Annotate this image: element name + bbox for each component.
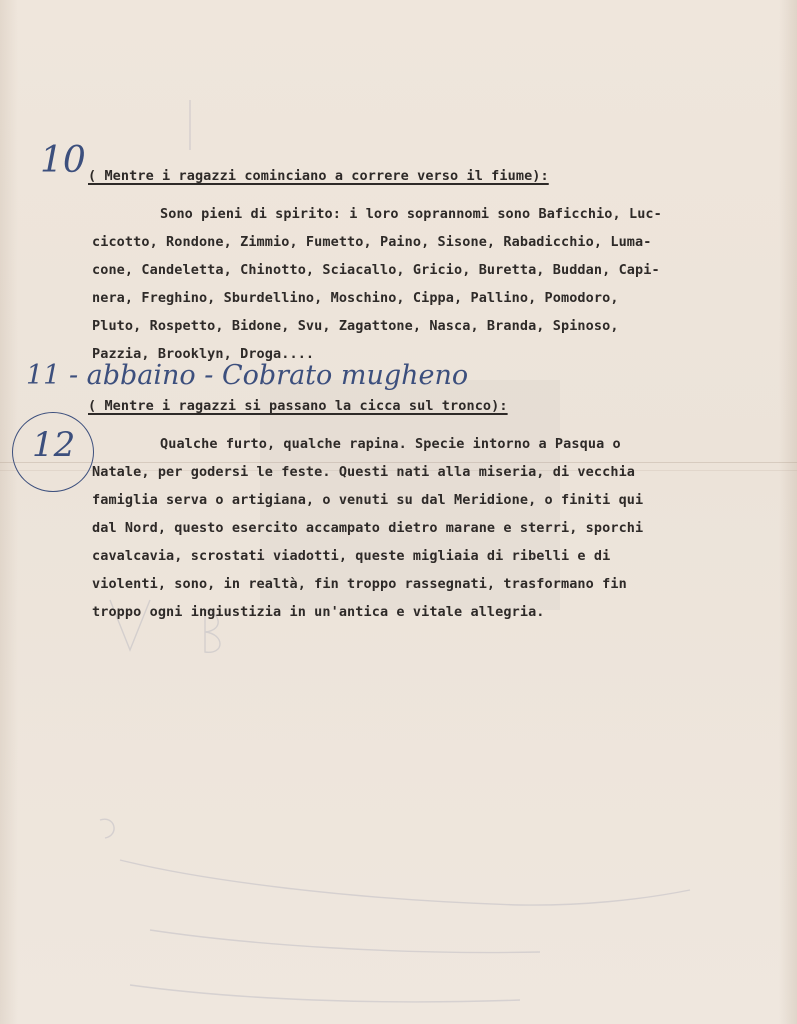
section-1-line: cone, Candeletta, Chinotto, Sciacallo, Gricio, Buretta, Buddan, Capi-	[92, 262, 660, 278]
section-2-heading: ( Mentre i ragazzi si passano la cicca sul tronco):	[88, 398, 508, 414]
section-1-heading: ( Mentre i ragazzi cominciano a correre verso il fiume):	[88, 168, 549, 184]
margin-number-12: 12	[32, 425, 76, 465]
section-2-line: troppo ogni ingiustizia in un'antica e vitale allegria.	[92, 604, 545, 620]
section-1-line: Pazzia, Brooklyn, Droga....	[92, 346, 315, 362]
section-1-line: Pluto, Rospetto, Bidone, Svu, Zagattone, Nasca, Branda, Spinoso,	[92, 318, 619, 334]
section-2-line: Qualche furto, qualche rapina. Specie intorno a Pasqua o	[160, 436, 621, 452]
section-2-line: violenti, sono, in realtà, fin troppo rassegnati, trasformano fin	[92, 576, 627, 592]
section-1-line: Sono pieni di spirito: i loro soprannomi sono Baficchio, Luc-	[160, 206, 662, 222]
section-1-line: cicotto, Rondone, Zimmio, Fumetto, Paino, Sisone, Rabadicchio, Luma-	[92, 234, 652, 250]
section-2-line: famiglia serva o artigiana, o venuti su dal Meridione, o finiti qui	[92, 492, 644, 508]
section-2-line: dal Nord, questo esercito accampato dietro marane e sterri, sporchi	[92, 520, 644, 536]
margin-number-10: 10	[40, 140, 86, 181]
handwritten-note-11: 11 - abbaino - Cobrato mugheno	[26, 360, 469, 391]
section-2-line: Natale, per godersi le feste. Questi nati alla miseria, di vecchia	[92, 464, 636, 480]
section-1-line: nera, Freghino, Sburdellino, Moschino, Cippa, Pallino, Pomodoro,	[92, 290, 619, 306]
section-2-line: cavalcavia, scrostati viadotti, queste migliaia di ribelli e di	[92, 548, 611, 564]
